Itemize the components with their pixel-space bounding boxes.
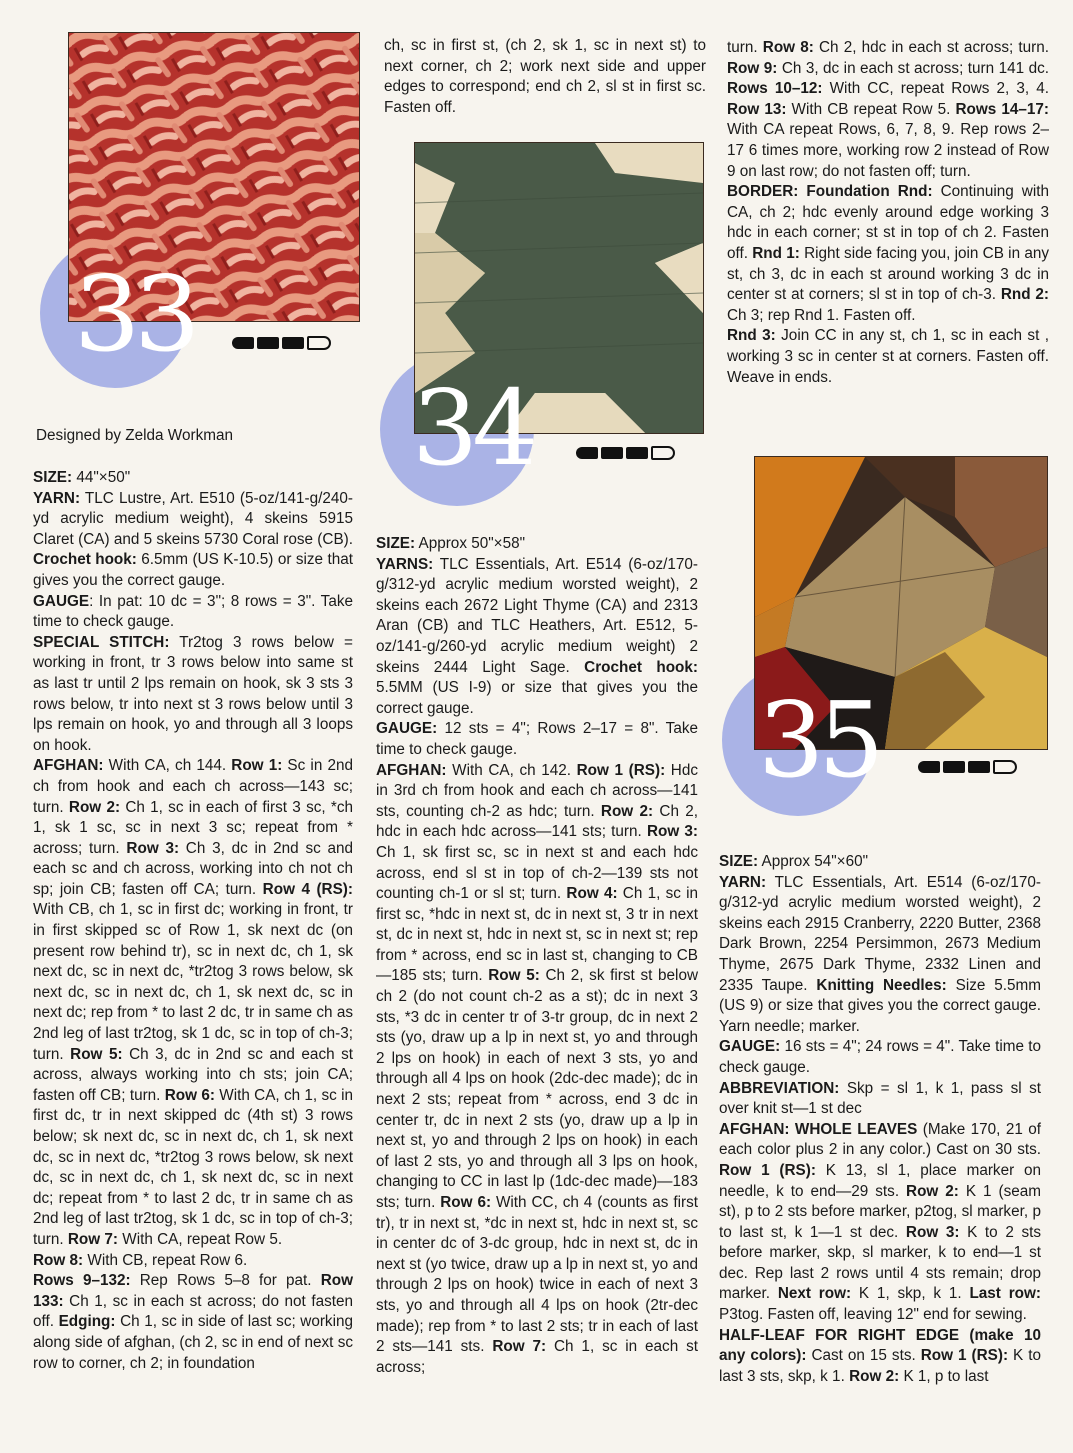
row-label: Row 1 (RS): xyxy=(719,1161,816,1179)
skill-level-indicator xyxy=(918,760,1017,774)
section-label: SIZE: xyxy=(376,535,416,552)
pattern-33-continued xyxy=(384,36,706,118)
section-text: Ch 1, sc in side of last sc; working along side of afghan, (ch 2, sc in end of next sc row to corner, ch 2; in foundation xyxy=(33,1313,353,1372)
project-number: 33 xyxy=(74,253,195,375)
section-label: Crochet hook: xyxy=(33,551,137,569)
row-label: Last row: xyxy=(969,1285,1041,1303)
section-text: (Make 170, 21 of each color plus 2 in any color.) Cast on 30 sts. xyxy=(719,1120,1042,1159)
row-text: With CA, ch 1, sc in first dc, tr in next skipped dc (4th st) 3 rows below; sk next dc, sc in next dc, ch 1, sk next dc, sc in next dc, *tr2tog 3 rows below, sk next dc, sc in next dc, ch 1, sk next dc, sc in next dc; repeat from * to last 2 dc, tr in same ch as 2nd leg of last tr2tog, sk 1 dc, sc in top of ch-3; turn. xyxy=(33,1086,354,1248)
row-text: K to last 3 sts, skp, k 1. xyxy=(719,1347,1041,1385)
row-label: Row 8: xyxy=(762,39,814,56)
row-label: Row 1 (RS): xyxy=(920,1347,1009,1365)
section-text: 16 sts = 4"; 24 rows = 4". Take time to check gauge. xyxy=(719,1038,1041,1076)
row-text: Ch 1, sk first sc, sc in next st and each hdc across, end sl st in top of ch-2—139 sts not counting ch-1 or sl st; turn. xyxy=(376,843,698,903)
row-text: K 1 (seam st), p to 2 sts before marker, p2tog, sl marker, p to last st, k 1—1 st dec. xyxy=(719,1182,1041,1241)
row-text: With CC, repeat Rows 2, 3, 4. xyxy=(822,80,1049,98)
section-text: ch, sc in first st, (ch 2, sk 1, sc in next st) to next corner, ch 2; work next side and upper edges to correspond; end ch 2, sl st in first sc. Fasten off. xyxy=(384,37,706,116)
row-text: Ch 2, hdc in each st across; turn. xyxy=(813,39,1050,56)
skill-level-indicator xyxy=(232,336,331,350)
section-label: YARN: xyxy=(719,873,767,891)
section-label: SIZE: xyxy=(719,853,759,870)
row-text: Right side facing you, join CB in any st, ch 3, dc in each st around working 3 dc in center st at corners; sl st in top of ch-3. xyxy=(727,244,1049,304)
row-label: Row 4 (RS): xyxy=(262,880,353,898)
section-text: TLC Lustre, Art. E510 (5-oz/141-g/240-yd acrylic medium weight), 4 skeins 5915 Claret (CA) and 5 skeins 5730 Coral rose (CB). xyxy=(33,489,353,548)
row-text: turn. xyxy=(727,39,763,56)
row-text: Ch 1, sc in first sc, *hdc in next st, dc in next st, 3 tr in next st, dc in next st, hdc in next st, sc in next st; rep from * across, end sc in last st, changing to CB—185 sts; turn. xyxy=(376,885,699,985)
section-text: 6.5mm (US K-10.5) or size that gives you the correct gauge. xyxy=(33,551,353,589)
row-label: Row 13: xyxy=(727,100,787,118)
section-text: Skp = sl 1, k 1, pass sl st over knit st—1 st dec xyxy=(719,1079,1041,1118)
row-text: Ch 3, dc in 2nd sc and each st across, always working into ch sts; join CA; fasten off CB; turn. xyxy=(33,1045,354,1104)
row-label: Row 5: xyxy=(70,1045,123,1063)
section-label: GAUGE: xyxy=(719,1038,781,1056)
section-text: TLC Essentials, Art. E514 (6-oz/170-g/312-yd acrylic medium worsted weight), 2 skeins each 2672 Light Thyme (CA) and 2313 Aran (CB) and TLC Heathers, Art. E512, 5-oz/141-g/260-yd acrylic medium weight) 2 skeins 2444 Light Sage. xyxy=(376,555,698,676)
row-label: Rows 10–12: xyxy=(727,80,823,98)
row-text: Rep Rows 5–8 for pat. xyxy=(130,1272,321,1290)
section-label: Knitting Needles: xyxy=(816,976,947,994)
row-text: K to 2 sts before marker, skp, sl marker, k to end—1 st dec. Rep last 2 rows until 4 sts remain; drop marker. xyxy=(719,1223,1042,1303)
row-text: P3tog. Fasten off, leaving 12" end for sewing. xyxy=(719,1306,1027,1324)
row-text: Hdc in 3rd ch from hook and each ch across—141 sts, counting ch-2 as hdc; turn. xyxy=(376,761,698,820)
row-text: With CB repeat Row 5. xyxy=(786,100,956,118)
section-text: 44"×50" xyxy=(72,469,131,486)
section-text: Approx 54"×60" xyxy=(758,853,869,870)
section-label: AFGHAN: xyxy=(376,761,447,779)
row-label: Rnd 2: xyxy=(1000,286,1049,304)
section-text: Size 5.5mm (US 9) or size that gives you the correct gauge. Yarn needle; marker. xyxy=(719,976,1041,1035)
row-label: Row 5: xyxy=(488,967,540,985)
row-label: Row 133: xyxy=(33,1272,354,1310)
row-text: Ch 2, sk first st below ch 2 (do not count ch-2 as a st); dc in next 3 sts, *3 dc in center tr of 3-tr group, dc in next 2 sts (yo, draw up a lp in next st, yo and through 2 lps on hook) in each of next 3 sts, yo and through all 4 lps on hook (2dc-dec made); dc in next 2 sts; repeat from * across, end 3 dc in center tr, dc in next 2 sts (yo, draw up a lp in next st, yo and through 2 lps on hook) in each of last 2 sts, yo and through all 3 lps on hook, changing to CC in last lp (1dc-dec made)—183 sts; turn. xyxy=(376,967,698,1211)
section-label: ABBREVIATION: xyxy=(719,1079,840,1097)
row-text: With CA repeat Rows, 6, 7, 8, 9. Rep rows 2–17 6 times more, working row 2 instead of Row 9 on last row; do not fasten off; turn. xyxy=(727,121,1049,180)
section-label: AFGHAN: xyxy=(33,757,104,775)
row-text: With CA, repeat Row 5. xyxy=(118,1230,283,1248)
row-label: Row 7: xyxy=(492,1338,547,1356)
row-label: Rnd 1: xyxy=(752,244,800,262)
row-label: Row 4: xyxy=(566,885,618,903)
row-label: Row 2: xyxy=(849,1367,900,1385)
row-text: Sc in 2nd ch from hook and each ch across—143 sc; turn. xyxy=(33,757,353,816)
row-text: Ch 3; rep Rnd 1. Fasten off. xyxy=(727,306,916,324)
row-label: Row 6: xyxy=(440,1194,492,1211)
section-label: YARN: xyxy=(33,489,81,507)
row-text: With CC, ch 4 (counts as first tr), tr in next st, *dc in next st, hdc in next st, sc in center dc of 3-dc group, hdc in next st, dc in next st (yo twice, draw up a lp in next st, yo and through 2 lps on hook) twice in each of next 3 sts, yo and through all 4 lps on hook (2tr-dec made); rep from * to last 2 sts; tr in each of last 2 sts—141 sts. xyxy=(376,1194,699,1356)
skill-level-indicator xyxy=(576,446,675,460)
row-label: Row 3: xyxy=(905,1223,960,1241)
row-label: Row 1 (RS): xyxy=(576,761,666,779)
row-text: K 1, p to last xyxy=(899,1367,989,1385)
section-text: With CA, ch 142. xyxy=(446,761,577,779)
row-text: K 13, sl 1, place marker on needle, k to end—29 sts. xyxy=(719,1161,1041,1200)
section-label: SPECIAL STITCH: xyxy=(33,633,170,651)
section-text: With CA, ch 144. xyxy=(103,757,232,775)
designer-credit: Designed by Zelda Workman xyxy=(36,427,233,444)
section-label: HALF-LEAF FOR RIGHT EDGE (make 10 any colors): xyxy=(719,1326,1041,1365)
section-label: Crochet hook: xyxy=(584,658,698,676)
row-label: Row 2: xyxy=(906,1182,959,1200)
section-label: GAUGE: xyxy=(376,720,438,738)
pattern-34-instructions xyxy=(376,534,698,1378)
section-text: Approx 50"×58" xyxy=(415,535,526,552)
row-label: Row 2: xyxy=(600,802,654,820)
row-label: Row 3: xyxy=(646,823,699,841)
row-label: Next row: xyxy=(777,1285,852,1303)
row-label: Rows 14–17: xyxy=(955,100,1049,118)
section-text: TLC Essentials, Art. E514 (6-oz/170-g/312-yd acrylic medium worsted weight), 2 skeins each 2915 Cranberry, 2220 Butter, 2368 Dark Brown, 2254 Persimmon, 2673 Medium Thyme, 2675 Dark Thyme, 2332 Linen and 2335 Taupe. xyxy=(719,873,1041,994)
section-text: 5.5MM (US I-9) or size that gives you the correct gauge. xyxy=(376,679,698,717)
section-label: BORDER: Foundation Rnd: xyxy=(727,183,933,201)
row-label: Rows 9–132: xyxy=(33,1272,131,1290)
row-text: With CB, repeat Row 6. xyxy=(83,1251,248,1269)
section-text: Tr2tog 3 rows below = working in front, tr 3 rows below into same st as last tr until 2 lps remain on hook, sk 3 sts 3 rows below, tr into next st 3 rows below until 3 lps remain on hook, yo and through all 3 loops on hook. xyxy=(33,633,353,754)
row-text: Ch 1, sc in each of first 3 sc, *ch 1, sk 1 sc, sc in next 3 sc; repeat from * across; turn. xyxy=(33,798,354,857)
pattern-34-continued xyxy=(727,38,1049,388)
pattern-35-instructions xyxy=(719,852,1041,1387)
row-text: Ch 1, sc in each st across; do not fasten off. xyxy=(33,1292,353,1331)
row-text: Join CC in any st, ch 1, sc in each st , working 3 sc in center st at corners. Fasten off. Weave in ends. xyxy=(727,327,1049,386)
row-text: Ch 2, hdc in each hdc across—141 sts; turn. xyxy=(376,802,699,841)
row-text: Ch 1, sc in each st across; xyxy=(376,1338,698,1376)
project-number: 34 xyxy=(412,367,533,489)
row-text: Ch 3, dc in 2nd sc and each sc and ch across, working into ch not ch sp; join CB; fasten off CA; turn. xyxy=(33,839,354,898)
section-text: : In pat: 10 dc = 3"; 8 rows = 3". Take time to check gauge. xyxy=(33,592,353,631)
row-label: Row 6: xyxy=(164,1086,215,1104)
section-label: Edging: xyxy=(58,1313,116,1331)
section-label: SIZE: xyxy=(33,469,73,486)
section-text: Continuing with CA, ch 2; hdc evenly around edge working 3 hdc in each corner; st st in top of ch 2. Fasten off. xyxy=(727,183,1049,262)
section-text: 12 sts = 4"; Rows 2–17 = 8". Take time to check gauge. xyxy=(376,720,698,758)
row-text: With CB, ch 1, sc in first dc; working in front, tr in first skipped sc of Row 1, sk next dc (on present row behind tr), sc in next dc, ch 1, sk next dc, sc in next dc, *tr2tog 3 rows below, sk next dc, sc in next dc, ch 1, sk next dc, sc in next dc; rep from * to last 2 dc, tr in same ch as 2nd leg of last tr2tog, sk 1 dc, sc in top of ch-3; turn. xyxy=(33,901,353,1063)
row-label: Row 9: xyxy=(727,59,778,77)
row-text: Ch 3, dc in each st across; turn 141 dc. xyxy=(777,59,1049,77)
row-label: Row 3: xyxy=(126,839,180,857)
row-label: Row 8: xyxy=(33,1251,84,1269)
row-label: Rnd 3: xyxy=(727,327,776,345)
row-text: K 1, skp, k 1. xyxy=(851,1285,970,1303)
section-text: Cast on 15 sts. xyxy=(806,1347,921,1365)
row-label: Row 1: xyxy=(231,757,283,775)
section-label: YARNS: xyxy=(376,555,434,573)
pattern-33-instructions xyxy=(33,468,353,1374)
row-label: Row 7: xyxy=(67,1230,118,1248)
row-label: Row 2: xyxy=(68,798,121,816)
section-label: AFGHAN: WHOLE LEAVES xyxy=(719,1120,918,1138)
project-number: 35 xyxy=(758,679,879,801)
section-label: GAUGE xyxy=(33,592,90,610)
